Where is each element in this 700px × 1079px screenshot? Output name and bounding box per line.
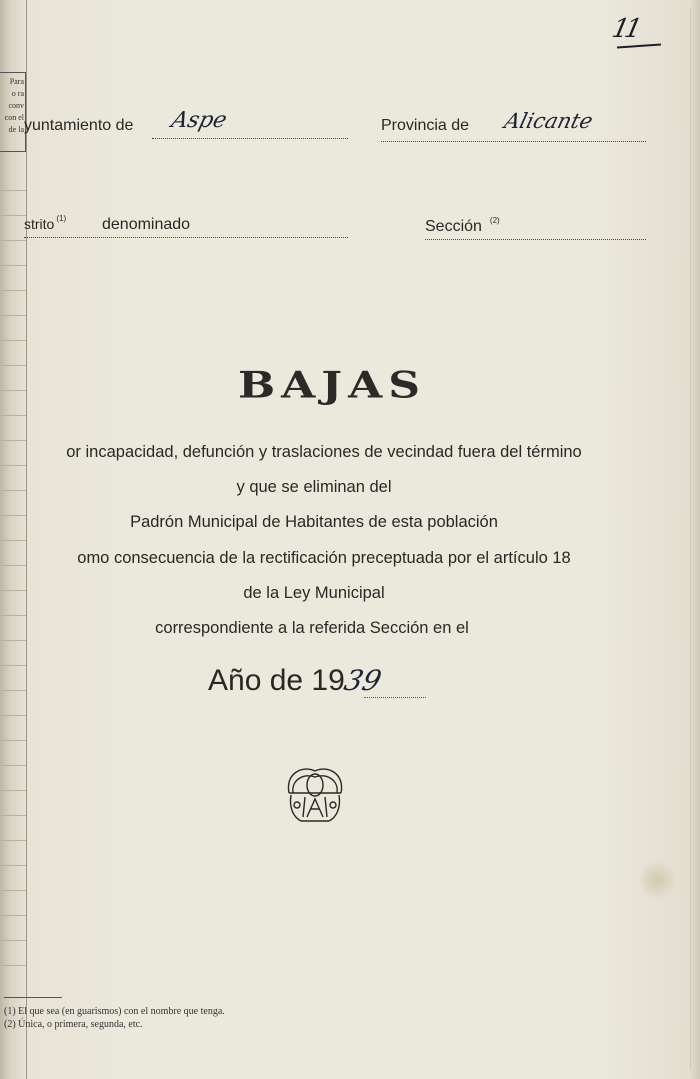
distrito-footnote-mark: (1) <box>56 214 67 223</box>
distrito-field-line <box>24 237 348 238</box>
body-line-4: omo consecuencia de la rectificación preceptuada por el artículo 18 <box>77 549 571 567</box>
body-line-6: correspondiente a la referida Sección en el <box>155 619 469 637</box>
seccion-field-line <box>425 239 646 240</box>
year-label: Año de 19 <box>208 664 345 697</box>
body-line-5: de la Ley Municipal <box>243 584 385 602</box>
distrito-label <box>24 216 66 232</box>
side-note <box>0 72 26 152</box>
seccion-label <box>425 218 500 236</box>
paper-stain <box>640 858 674 902</box>
body-line-2: y que se eliminan del <box>236 478 392 496</box>
body-line-1: or incapacidad, defunción y traslaciones de vecindad fuera del término <box>66 443 582 461</box>
footnote-1: (1) El que sea (en guarismos) con el nombre que tenga. <box>4 1006 225 1017</box>
year-field-line <box>364 697 426 698</box>
footnotes <box>4 1005 225 1031</box>
side-note-line: de la <box>8 125 24 134</box>
ayuntamiento-value: Aspe <box>168 108 230 133</box>
seccion-footnote-mark: (2) <box>489 216 500 225</box>
provincia-value: Alicante <box>502 109 596 133</box>
side-note-line: o ra <box>11 89 24 98</box>
distrito-label-text: strito <box>24 216 55 232</box>
ornament-emblem <box>283 763 347 825</box>
document-title: BAJAS <box>237 364 427 407</box>
denominado-label: denominado <box>102 216 191 233</box>
page-number: 11 <box>609 14 641 44</box>
ayuntamiento-field-line <box>152 138 348 139</box>
side-note-line: conv <box>8 101 24 110</box>
ayuntamiento-label: yuntamiento de <box>24 117 134 134</box>
page-frame <box>30 8 691 1070</box>
footnote-2: (2) Única, o primera, segunda, etc. <box>4 1019 143 1030</box>
year-handwritten-digits: 39 <box>340 664 385 697</box>
seccion-label-text: Sección <box>425 218 482 235</box>
side-note-line: con el <box>4 113 24 122</box>
provincia-label: Provincia de <box>381 117 470 134</box>
year-line <box>208 664 385 698</box>
body-line-3: Padrón Municipal de Habitantes de esta población <box>130 513 498 531</box>
side-note-line: Para <box>9 77 24 86</box>
provincia-field-line <box>381 141 646 142</box>
binding-strip <box>0 0 27 1079</box>
footnote-rule <box>4 997 62 998</box>
